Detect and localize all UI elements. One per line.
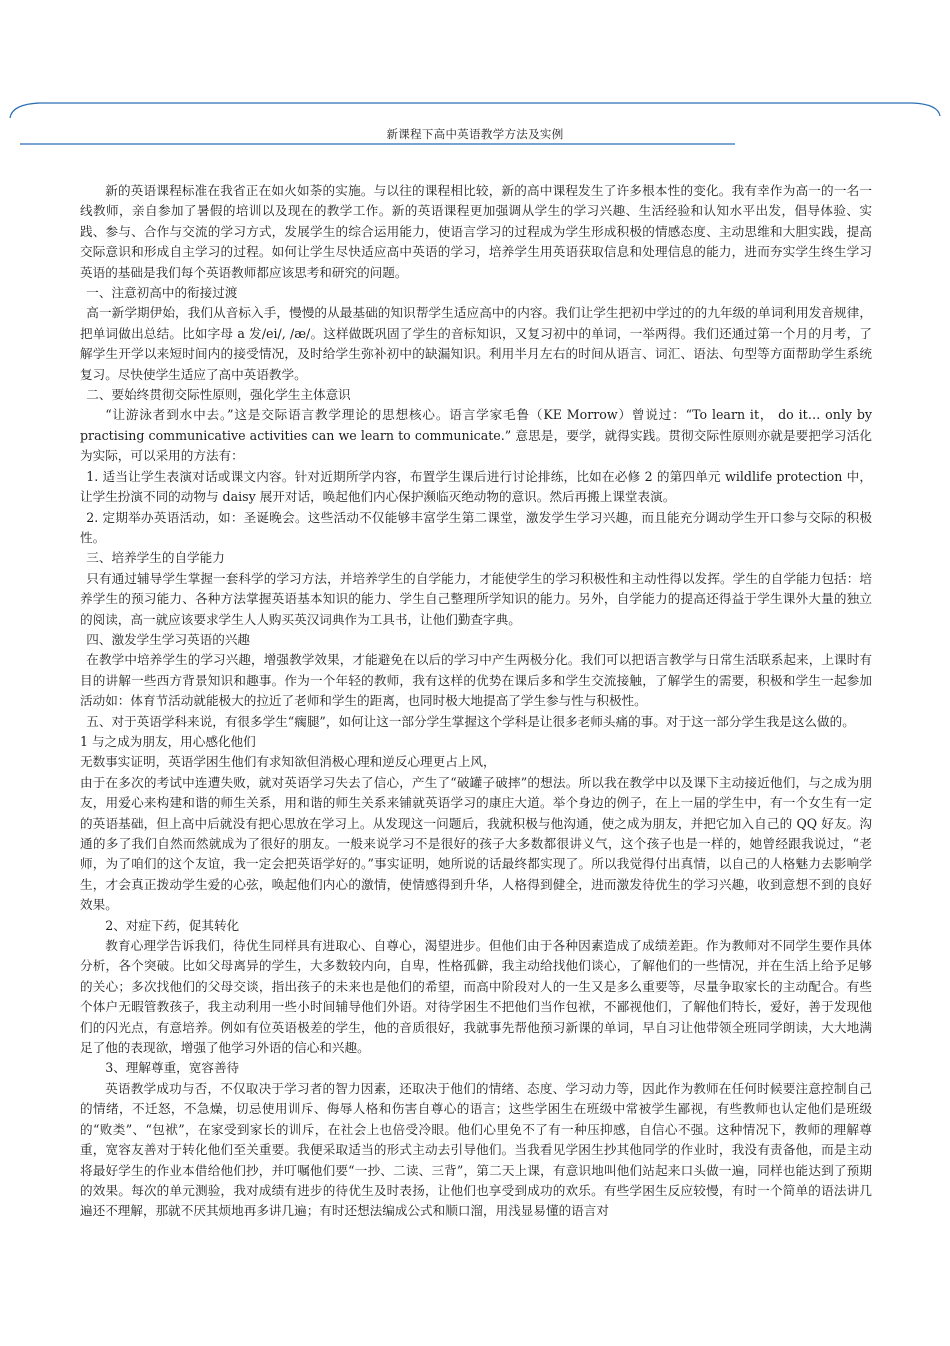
document-body: [80, 181, 872, 1222]
section-heading-1: 一、注意初高中的衔接过渡: [86, 285, 238, 301]
subsection-heading-3: 3、理解尊重，宽容善待: [105, 1060, 240, 1076]
section-heading-2: 二、要始终贯彻交际性原则，强化学生主体意识: [86, 387, 351, 403]
paragraph: 英语教学成功与否，不仅取决于学习者的智力因素，还取决于他们的情绪、态度、学习动力等，因此作为教师在任何时候要注意控制自己的情绪，不迁怒，不急燥，切忌使用训斥、侮辱人格和伤害自尊心的语言；这些学困生在班级中常被学生鄙视，有些教师也认定他们是班级的“败类”、“包袱”，在家受到家长的训斥，在社会上也倍受冷眼。他们心里免不了有一种压抑感，自信心不强。这种情况下，教师的理解尊重，宽容友善对于转化他们至关重要。我便采取适当的形式主动去引导他们。当我看见学困生抄其他同学的作业时，我没有责备他，而是主动将最好学生的作业本借给他们抄，并叮嘱他们要“一抄、二读、三背”，第二天上课，有意识地叫他们站起来口头做一遍，同样也能达到了预期的效果。每次的单元测验，我对成绩有进步的待优生及时表扬，让他们也享受到成功的欢乐。有些学困生反应较慢，有时一个简单的语法讲几遍还不理解，那就不厌其烦地再多讲几遍；有时还想法编成公式和顺口溜，用浅显易懂的语言对: [80, 1080, 872, 1219]
section-heading-3: 三、培养学生的自学能力: [86, 550, 225, 566]
list-item: 2. 定期举办英语活动，如：圣诞晚会。这些活动不仅能够丰富学生第二课堂，激发学生学习兴趣，而且能充分调动学生开口参与交际的积极性。: [80, 509, 872, 545]
section-heading-5: 五、对于英语学科来说，有很多学生“瘸腿”，如何让这一部分学生掌握这个学科是让很多老师头痛的事。对于这一部分学生我是这么做的。: [86, 713, 855, 729]
paragraph: 无数事实证明，英语学困生他们有求知欲但消极心理和逆反心理更占上风，: [80, 754, 496, 770]
paragraph: 高一新学期伊始，我们从音标入手，慢慢的从最基础的知识帮学生适应高中的内容。我们让学生把初中学过的的九年级的单词利用发音规律，把单词做出总结。比如字母 a 发/ei/, /æ/。这样做既巩固了学生的音标知识，又复习初中的单词，一举两得。我们还通过第一个月的月考，了解学生开学以来短时间内的接受情况，及时给学生弥补初中的缺漏知识。利用半月左右的时间从语言、词汇、语法、句型等方面帮助学生系统复习。尽快使学生适应了高中英语教学。: [80, 305, 872, 382]
paragraph: 由于在多次的考试中连遭失败，就对英语学习失去了信心，产生了“破罐子破摔”的想法。所以我在教学中以及课下主动接近他们，与之成为朋友，用爱心来构建和谐的师生关系，用和谐的师生关系来铺就英语学习的康庄大道。举个身边的例子，在上一届的学生中，有一个女生有一定的英语基础，但上高中后就没有把心思放在学习上。从发现这一问题后，我就积极与他沟通，使之成为朋友，并把它加入自己的 QQ 好友。沟通的多了我们自然而然就成为了很好的朋友。一般来说学习不是很好的孩子大多数都很讲义气，这个孩子也是一样的，她曾经跟我说过，“老师，为了咱们的这个友谊，我一定会把英语学好的。”事实证明，她所说的话最终都实现了。所以我觉得付出真情，以自己的人格魅力去影响学生，才会真正拨动学生爱的心弦，唤起他们内心的激情，使情感得到升华，人格得到健全，进而激发待优生的学习兴趣，收到意想不到的良好效果。: [80, 774, 872, 913]
paragraph: 只有通过辅导学生掌握一套科学的学习方法，并培养学生的自学能力，才能使学生的学习积极性和主动性得以发挥。学生的自学能力包括：培养学生的预习能力、各种方法掌握英语基本知识的能力、学生自己整理所学知识的能力。另外，自学能力的提高还得益于学生课外大量的独立的阅读，高一就应该要求学生人人购买英汉词典作为工具书，让他们勤查字典。: [80, 570, 872, 627]
subsection-heading-1: 1 与之成为朋友，用心感化他们: [80, 733, 256, 749]
list-item: 1. 适当让学生表演对话或课文内容。针对近期所学内容，布置学生课后进行讨论排练，比如在必修 2 的第四单元 wildlife protection 中，让学生扮演不同的动物与 daisy 展开对话，唤起他们内心保护濒临灭绝动物的意识。然后再搬上课堂表演。: [80, 468, 872, 505]
header-arc-line: [10, 103, 940, 118]
paragraph-intro: 新的英语课程标准在我省正在如火如荼的实施。与以往的课程相比较，新的高中课程发生了许多根本性的变化。我有幸作为高一的一名一线教师，亲自参加了暑假的培训以及现在的教学工作。新的英语课程更加强调从学生的学习兴趣、生活经验和认知水平出发，倡导体验、实践、参与、合作与交流的学习方式，发展学生的综合运用能力，使语言学习的过程成为学生形成积极的情感态度、主动思维和大胆实践，提高交际意识和形成自主学习的过程。如何让学生尽快适应高中英语的学习，培养学生用英语获取信息和处理信息的能力，进而夯实学生终生学习英语的基础是我们每个英语教师都应该思考和研究的问题。: [80, 183, 872, 280]
section-heading-4: 四、激发学生学习英语的兴趣: [86, 631, 251, 647]
subsection-heading-2: 2、对症下药，促其转化: [105, 917, 240, 933]
header-title: 新课程下高中英语教学方法及实例: [386, 127, 564, 141]
paragraph: “让游泳者到水中去。”这是交际语言教学理论的思想核心。语言学家毛鲁（KE Morrow）曾说过：“To learn it， do it… only by practising communicative activities can we learn to communicate.” 意思是，要学，就得实践。贯彻交际性原则亦就是要把学习活化为实际，可以采用的方法有：: [80, 407, 872, 464]
paragraph: 在教学中培养学生的学习兴趣，增强教学效果，才能避免在以后的学习中产生两极分化。我们可以把语言教学与日常生活联系起来，上课时有目的讲解一些西方背景知识和趣事。作为一个年轻的教师，我有这样的优势在课后多和学生交流接触，了解学生的需要，积极和学生一起参加活动如：体育节活动就能极大的拉近了老师和学生的距离，也同时极大地提高了学生参与性与积极性。: [80, 652, 872, 709]
paragraph: 教育心理学告诉我们，待优生同样具有进取心、自尊心，渴望进步。但他们由于各种因素造成了成绩差距。作为教师对不同学生要作具体分析，各个突破。比如父母离异的学生，大多数较内向，自卑，性格孤僻，我主动给找他们谈心，了解他们的一些情况，并在生活上给予足够的关心；多次找他们的父母交谈，指出孩子的未来也是他们的希望，而高中阶段对人的一生又是多么重要等，尽量争取家长的主动配合。有些个体户无暇管教孩子，我主动利用一些小时间辅导他们外语。对待学困生不把他们当作包袱，不鄙视他们，了解他们特长，爱好，善于发现他们的闪光点，有意培养。例如有位英语极差的学生，他的音质很好，我就事先帮他预习新课的单词，早自习让他带领全班同学朗读，大大地满足了他的表现欲，增强了他学习外语的信心和兴趣。: [80, 938, 872, 1056]
